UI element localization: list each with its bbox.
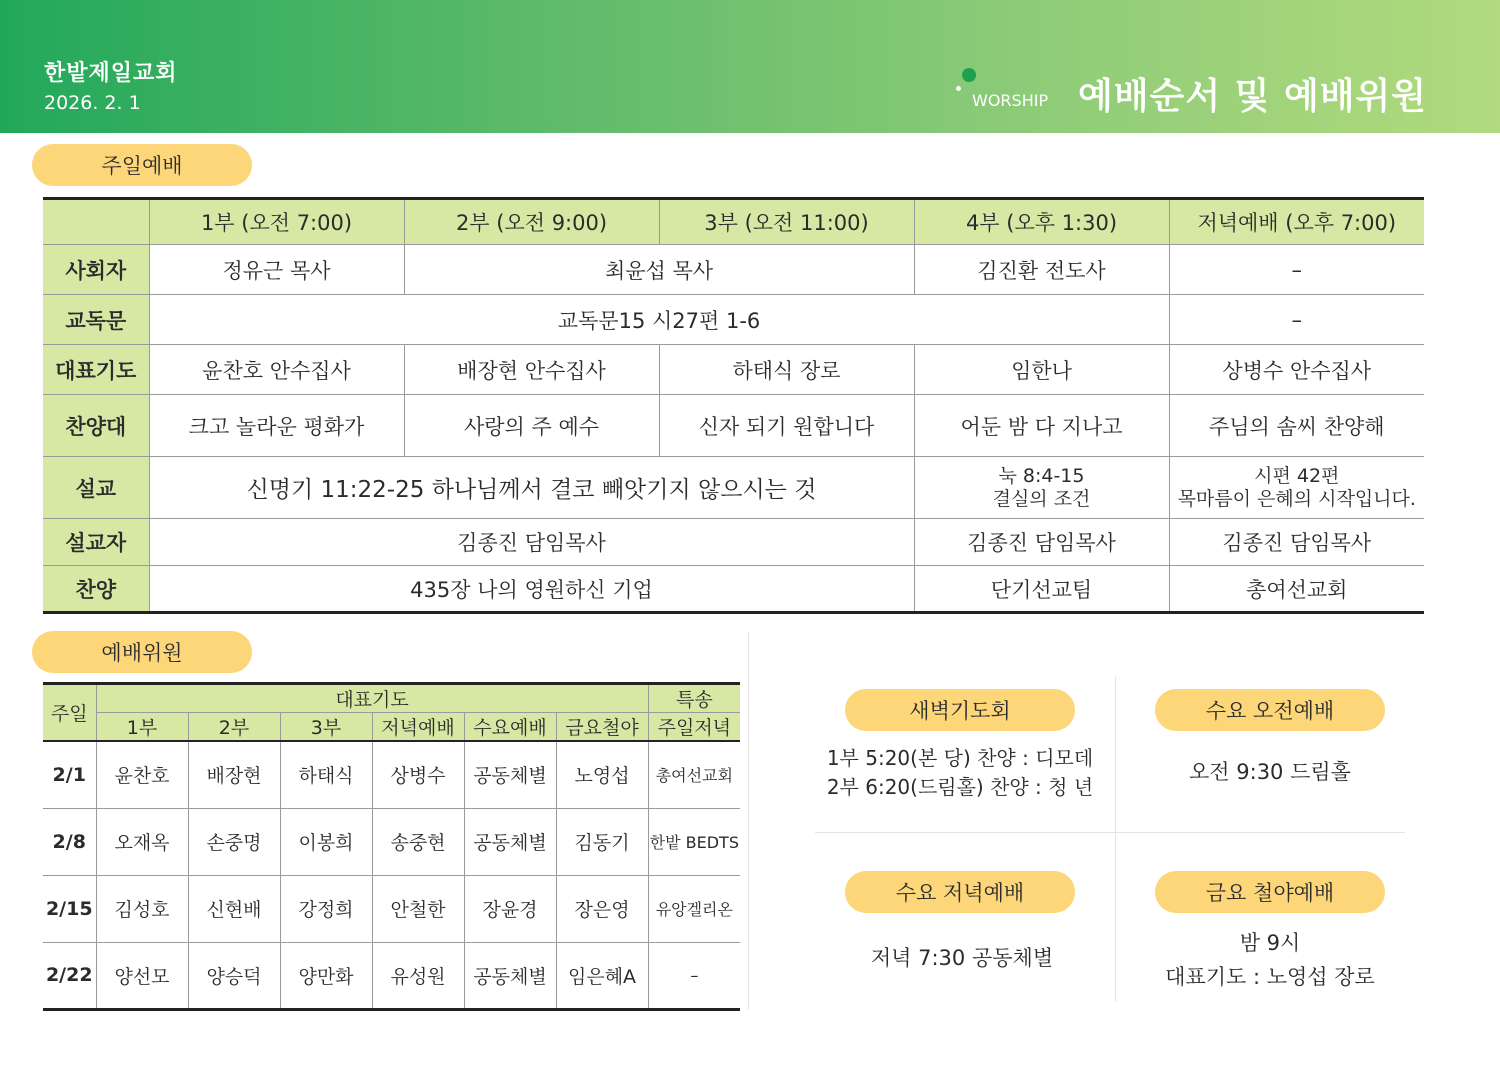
table-cell: 사랑의 주 예수 xyxy=(404,395,659,457)
info-line: 오전 9:30 드림홀 xyxy=(1189,760,1351,784)
table-cell: 한밭 BEDTS xyxy=(648,808,740,875)
row-header: 찬양 xyxy=(43,566,149,613)
table-cell: 배장현 안수집사 xyxy=(404,345,659,395)
table-header-row xyxy=(43,684,740,713)
wed-evening-title: 수요 저녁예배 xyxy=(845,871,1075,913)
column-header: 주일 xyxy=(43,684,96,742)
table-cell: 임한나 xyxy=(914,345,1169,395)
table-cell: 김성호 xyxy=(96,875,188,942)
table-cell: 양선모 xyxy=(96,942,188,1009)
wed-evening-info xyxy=(812,944,1112,973)
table-cell: 김종진 담임목사 xyxy=(914,519,1169,566)
dot-icon xyxy=(962,68,976,82)
table-header-row xyxy=(43,199,1424,245)
row-header: 대표기도 xyxy=(43,345,149,395)
table-row xyxy=(43,875,740,942)
table-cell: – xyxy=(1169,245,1424,295)
table-cell: 김종진 담임목사 xyxy=(1169,519,1424,566)
info-line: 밤 9시 xyxy=(1239,931,1301,955)
sermon-title: 결실의 조건 xyxy=(992,487,1091,510)
column-header: 특송 xyxy=(648,684,740,713)
divider xyxy=(748,632,749,1010)
table-cell: 공동체별 xyxy=(464,741,556,808)
table-cell: 총여선교회 xyxy=(648,741,740,808)
table-cell: 공동체별 xyxy=(464,808,556,875)
table-cell: 신명기 11:22-25 하나님께서 결코 빼앗기지 않으시는 것 xyxy=(149,457,914,519)
column-header: 수요예배 xyxy=(464,713,556,742)
table-cell: – xyxy=(1169,295,1424,345)
table-cell: 장은영 xyxy=(556,875,648,942)
table-row xyxy=(43,566,1424,613)
table-cell: 상병수 안수집사 xyxy=(1169,345,1424,395)
table-cell: 단기선교팀 xyxy=(914,566,1169,613)
column-header: 1부 (오전 7:00) xyxy=(149,199,404,245)
column-header: 4부 (오후 1:30) xyxy=(914,199,1169,245)
column-header: 3부 xyxy=(280,713,372,742)
table-cell: 장윤경 xyxy=(464,875,556,942)
table-cell: 배장현 xyxy=(188,741,280,808)
info-line: 1부 5:20(본 당) 찬양 : 디모데 xyxy=(826,746,1094,770)
section-title-sunday: 주일예배 xyxy=(32,144,252,186)
wed-morning-title: 수요 오전예배 xyxy=(1155,689,1385,731)
column-header: 2부 xyxy=(188,713,280,742)
sunday-worship-table xyxy=(43,197,1424,614)
column-header: 저녁예배 xyxy=(372,713,464,742)
table-cell: 양승덕 xyxy=(188,942,280,1009)
table-row xyxy=(43,942,740,1009)
table-row xyxy=(43,808,740,875)
header-banner xyxy=(0,0,1500,133)
row-header: 사회자 xyxy=(43,245,149,295)
table-cell: 이봉희 xyxy=(280,808,372,875)
table-cell: 공동체별 xyxy=(464,942,556,1009)
sermon-scripture: 눅 8:4-15 xyxy=(998,464,1085,487)
table-cell: 김진환 전도사 xyxy=(914,245,1169,295)
fri-night-info xyxy=(1120,926,1420,994)
table-cell: 윤찬호 안수집사 xyxy=(149,345,404,395)
fri-night-title: 금요 철야예배 xyxy=(1155,871,1385,913)
table-cell: 정유근 목사 xyxy=(149,245,404,295)
column-header: 대표기도 xyxy=(96,684,648,713)
table-cell: 김동기 xyxy=(556,808,648,875)
table-cell: 크고 놀라운 평화가 xyxy=(149,395,404,457)
table-cell: 임은혜A xyxy=(556,942,648,1009)
wed-morning-info xyxy=(1120,758,1420,787)
table-cell: 윤찬호 xyxy=(96,741,188,808)
table-cell: 하태식 xyxy=(280,741,372,808)
members-table xyxy=(43,682,740,1011)
table-row xyxy=(43,245,1424,295)
info-line: 저녁 7:30 공동체별 xyxy=(870,946,1054,970)
table-cell: 송중현 xyxy=(372,808,464,875)
table-cell: 총여선교회 xyxy=(1169,566,1424,613)
table-cell: 하태식 장로 xyxy=(659,345,914,395)
table-row xyxy=(43,519,1424,566)
table-header-row xyxy=(43,713,740,742)
table-cell: 435장 나의 영원하신 기업 xyxy=(149,566,914,613)
table-cell: 안철한 xyxy=(372,875,464,942)
sermon-title: 목마름이 은혜의 시작입니다. xyxy=(1177,487,1416,510)
table-row xyxy=(43,741,740,808)
table-cell: 주님의 솜씨 찬양해 xyxy=(1169,395,1424,457)
column-header: 주일저녁 xyxy=(648,713,740,742)
table-cell: 유앙겔리온 xyxy=(648,875,740,942)
table-cell: – xyxy=(648,942,740,1009)
table-cell xyxy=(1169,457,1424,519)
row-header: 설교자 xyxy=(43,519,149,566)
table-cell: 강정희 xyxy=(280,875,372,942)
table-row xyxy=(43,395,1424,457)
date-cell: 2/22 xyxy=(43,942,96,1009)
corner-cell xyxy=(43,199,149,245)
table-row xyxy=(43,295,1424,345)
sermon-scripture: 시편 42편 xyxy=(1254,464,1340,487)
info-line: 대표기도 : 노영섭 장로 xyxy=(1165,965,1375,989)
table-row xyxy=(43,345,1424,395)
small-dot-icon xyxy=(956,86,961,91)
column-header: 3부 (오전 11:00) xyxy=(659,199,914,245)
dawn-prayer-info xyxy=(780,744,1140,802)
section-title-members: 예배위원 xyxy=(32,631,252,673)
worship-label: WORSHIP xyxy=(972,91,1049,110)
column-header: 2부 (오전 9:00) xyxy=(404,199,659,245)
dawn-prayer-title: 새벽기도회 xyxy=(845,689,1075,731)
church-name: 한밭제일교회 xyxy=(44,61,178,86)
date-cell: 2/15 xyxy=(43,875,96,942)
table-cell: 노영섭 xyxy=(556,741,648,808)
table-cell: 어둔 밤 다 지나고 xyxy=(914,395,1169,457)
table-cell: 유성원 xyxy=(372,942,464,1009)
table-cell: 신자 되기 원합니다 xyxy=(659,395,914,457)
column-header: 금요철야 xyxy=(556,713,648,742)
table-cell: 양만화 xyxy=(280,942,372,1009)
page-title: 예배순서 및 예배위원 xyxy=(1078,76,1428,117)
table-row xyxy=(43,457,1424,519)
table-cell: 손중명 xyxy=(188,808,280,875)
row-header: 찬양대 xyxy=(43,395,149,457)
bulletin-date: 2026. 2. 1 xyxy=(44,92,141,114)
date-cell: 2/1 xyxy=(43,741,96,808)
table-cell: 최윤섭 목사 xyxy=(404,245,914,295)
row-header: 교독문 xyxy=(43,295,149,345)
table-cell: 김종진 담임목사 xyxy=(149,519,914,566)
row-header: 설교 xyxy=(43,457,149,519)
date-cell: 2/8 xyxy=(43,808,96,875)
table-cell: 신현배 xyxy=(188,875,280,942)
table-cell xyxy=(914,457,1169,519)
divider xyxy=(815,832,1405,833)
info-line: 2부 6:20(드림홀) 찬양 : 청 년 xyxy=(826,775,1094,799)
divider xyxy=(1115,676,1116,1002)
table-cell: 오재옥 xyxy=(96,808,188,875)
table-cell: 교독문15 시27편 1-6 xyxy=(149,295,1169,345)
column-header: 1부 xyxy=(96,713,188,742)
table-cell: 상병수 xyxy=(372,741,464,808)
column-header: 저녁예배 (오후 7:00) xyxy=(1169,199,1424,245)
